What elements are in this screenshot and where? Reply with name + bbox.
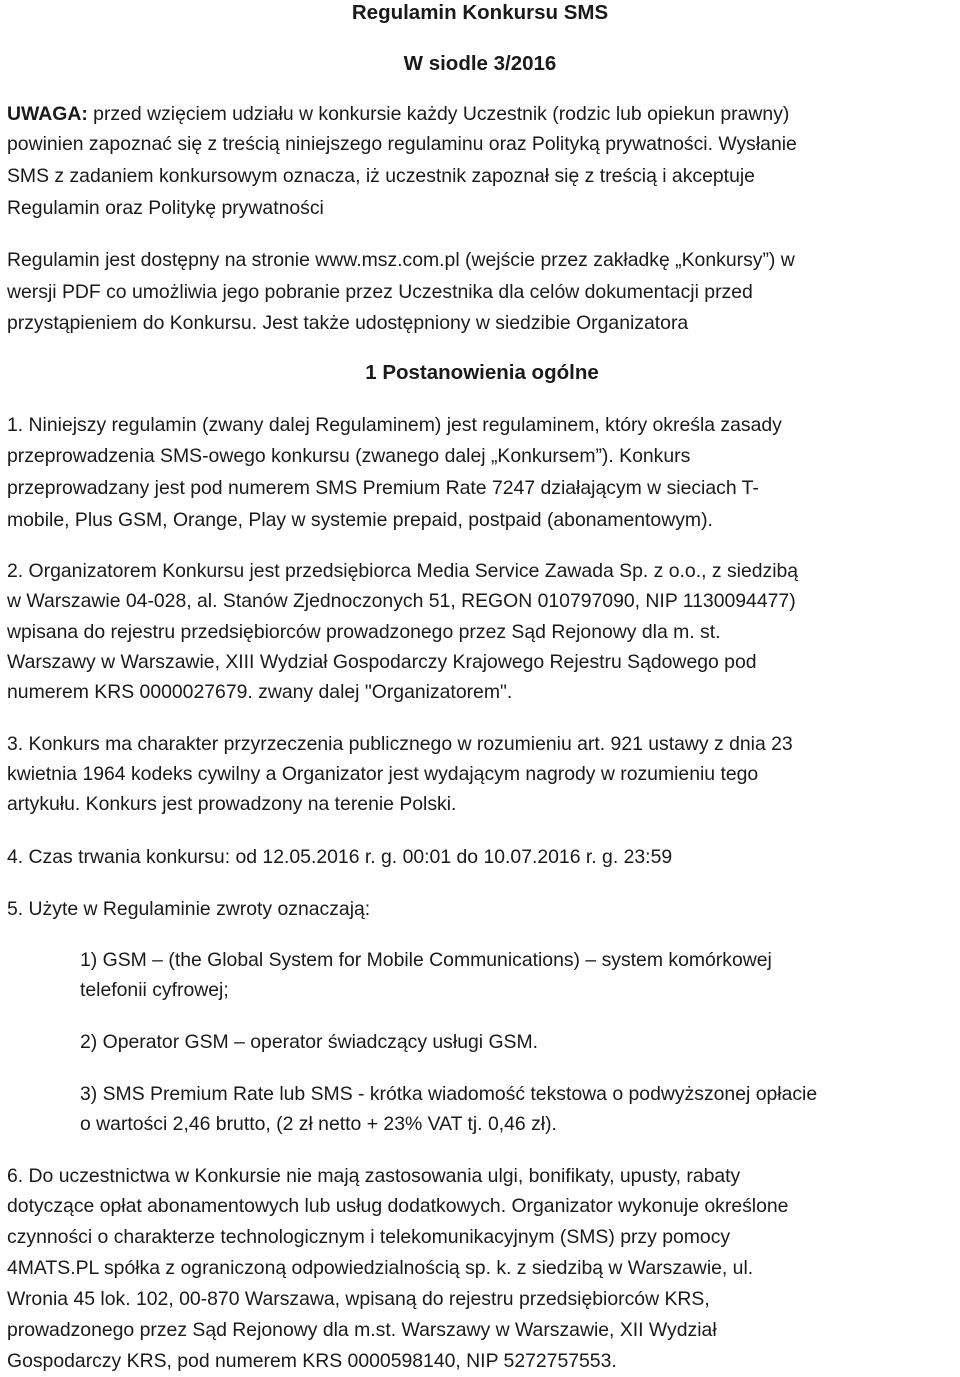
warning-label: UWAGA:	[7, 103, 88, 125]
warning-line-3: SMS z zadaniem konkursowym oznacza, iż uczestnik zapoznał się z treścią i akceptuje	[7, 165, 755, 187]
p2-line-3: wpisana do rejestru przedsiębiorców prowadzonego przez Sąd Rejonowy dla m. st.	[7, 621, 721, 643]
p6-line-1: 6. Do uczestnictwa w Konkursie nie mają zastosowania ulgi, bonifikaty, upusty, rabaty	[7, 1165, 741, 1187]
p6-line-5: Wronia 45 lok. 102, 00-870 Warszawa, wpisaną do rejestru przedsiębiorców KRS,	[7, 1288, 710, 1310]
def1-line-1: 1) GSM – (the Global System for Mobile Communications) – system komórkowej	[80, 949, 772, 971]
def1-line-2: telefonii cyfrowej;	[80, 979, 229, 1001]
document-subtitle: W siodle 3/2016	[403, 52, 557, 75]
p6-line-4: 4MATS.PL spółka z ograniczoną odpowiedzialnością sp. k. z siedzibą w Warszawie, ul.	[7, 1257, 754, 1279]
p1-line-2: przeprowadzenia SMS-owego konkursu (zwanego dalej „Konkursem”). Konkurs	[7, 445, 691, 467]
def3-line-2: o wartości 2,46 brutto, (2 zł netto + 23% VAT tj. 0,46 zł).	[80, 1113, 557, 1135]
warning-line-4: Regulamin oraz Politykę prywatności	[7, 197, 324, 219]
p2-line-2: w Warszawie 04-028, al. Stanów Zjednoczonych 51, REGON 010797090, NIP 1130094477)	[7, 590, 796, 612]
p4-line-1: 4. Czas trwania konkursu: od 12.05.2016 r. g. 00:01 do 10.07.2016 r. g. 23:59	[7, 846, 673, 868]
p3-line-1: 3. Konkurs ma charakter przyrzeczenia publicznego w rozumieniu art. 921 ustawy z dnia 23	[7, 733, 793, 755]
p6-line-7: Gospodarczy KRS, pod numerem KRS 0000598140, NIP 5272757553.	[7, 1350, 617, 1372]
p5-line-1: 5. Użyte w Regulaminie zwroty oznaczają:	[7, 898, 371, 920]
p1-line-4: mobile, Plus GSM, Orange, Play w systemie prepaid, postpaid (abonamentowym).	[7, 509, 713, 531]
p6-line-3: czynności o charakterze technologicznym i telekomunikacyjnym (SMS) przy pomocy	[7, 1226, 731, 1248]
p6-line-2: dotyczące opłat abonamentowych lub usług dodatkowych. Organizator wykonuje określone	[7, 1195, 789, 1217]
p3-line-2: kwietnia 1964 kodeks cywilny a Organizator jest wydającym nagrody w rozumieniu tego	[7, 763, 759, 785]
section-heading: 1 Postanowienia ogólne	[365, 361, 599, 384]
p1-line-1: 1. Niniejszy regulamin (zwany dalej Regulaminem) jest regulaminem, który określa zasady	[7, 414, 782, 436]
document-title: Regulamin Konkursu SMS	[351, 1, 609, 24]
p1-line-3: przeprowadzany jest pod numerem SMS Premium Rate 7247 działającym w sieciach T-	[7, 477, 759, 499]
warning-line-1	[7, 102, 789, 126]
p2-line-1: 2. Organizatorem Konkursu jest przedsiębiorca Media Service Zawada Sp. z o.o., z siedzibą	[7, 560, 799, 582]
p2-line-5: numerem KRS 0000027679. zwany dalej "Organizatorem".	[7, 681, 513, 703]
availability-line-3: przystąpieniem do Konkursu. Jest także udostępniony w siedzibie Organizatora	[7, 312, 689, 334]
availability-line-2: wersji PDF co umożliwia jego pobranie przez Uczestnika dla celów dokumentacji przed	[7, 281, 753, 303]
p6-line-6: prowadzonego przez Sąd Rejonowy dla m.st. Warszawy w Warszawie, XII Wydział	[7, 1319, 717, 1341]
availability-line-1: Regulamin jest dostępny na stronie www.msz.com.pl (wejście przez zakładkę „Konkursy”) w	[7, 249, 795, 271]
p2-line-4: Warszawy w Warszawie, XIII Wydział Gospodarczy Krajowego Rejestru Sądowego pod	[7, 651, 757, 673]
def2-line-1: 2) Operator GSM – operator świadczący usługi GSM.	[80, 1031, 539, 1053]
def3-line-1: 3) SMS Premium Rate lub SMS - krótka wiadomość tekstowa o podwyższonej opłacie	[80, 1083, 818, 1105]
warning-line-2: powinien zapoznać się z treścią niniejszego regulaminu oraz Polityką prywatności. Wysłanie	[7, 133, 797, 155]
p3-line-3: artykułu. Konkurs jest prowadzony na terenie Polski.	[7, 793, 457, 815]
warning-text: przed wzięciem udziału w konkursie każdy Uczestnik (rodzic lub opiekun prawny)	[87, 103, 790, 125]
